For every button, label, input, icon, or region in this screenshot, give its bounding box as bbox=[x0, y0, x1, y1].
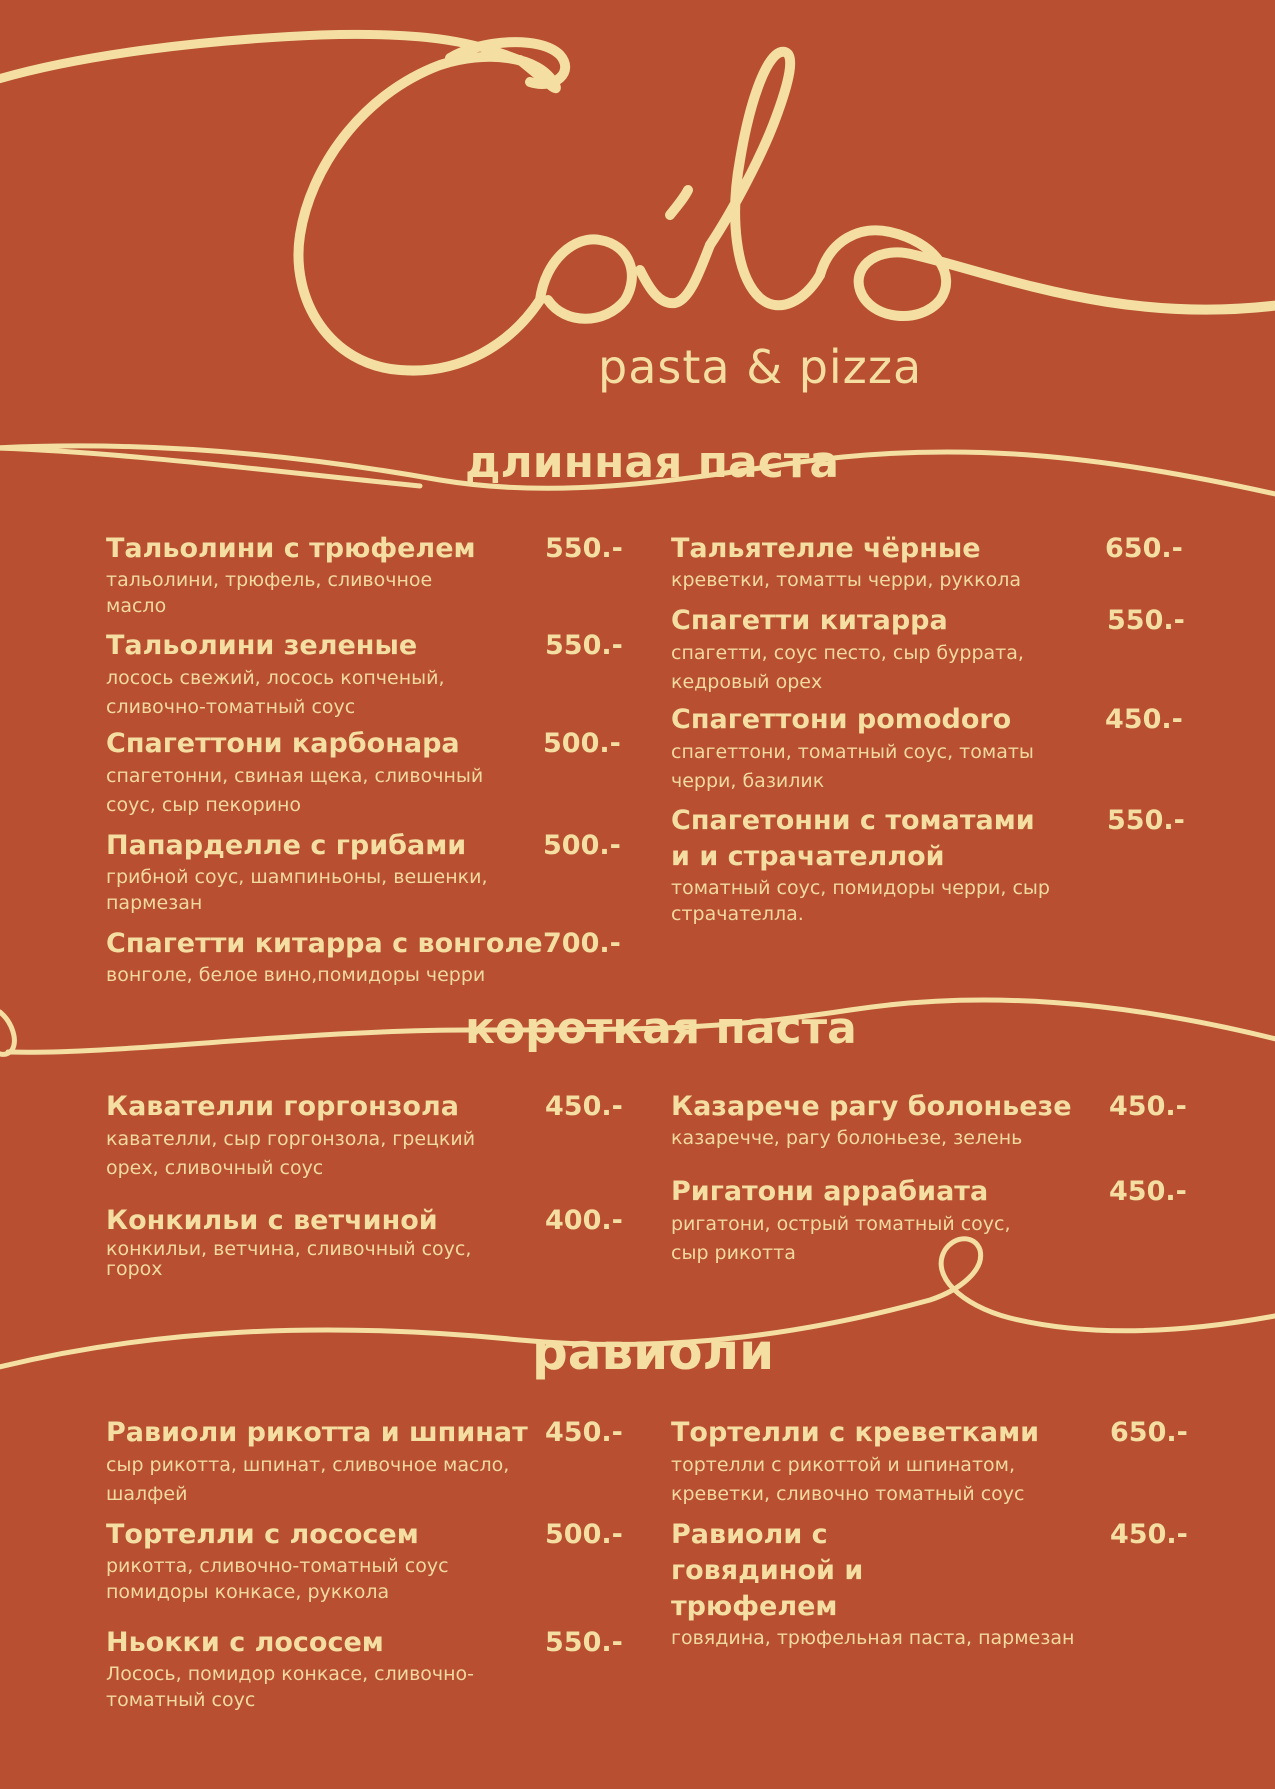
item-price: 550.- bbox=[545, 533, 623, 564]
item-price: 550.- bbox=[1107, 605, 1185, 636]
menu-item bbox=[106, 1415, 628, 1509]
menu-item bbox=[106, 726, 628, 820]
item-name: Ньокки с лососем bbox=[106, 1627, 384, 1658]
item-name: Спагетонни с томатами и и страчателлой bbox=[671, 805, 1035, 872]
item-price: 450.- bbox=[545, 1091, 623, 1122]
menu-item bbox=[106, 531, 628, 619]
item-description: тортелли с рикоттой и шпинатом, креветки, сливочно томатный соус bbox=[671, 1454, 1025, 1505]
tagline: pasta & pizza bbox=[598, 340, 923, 394]
item-description: креветки, томатты черри, руккола bbox=[671, 569, 1022, 591]
menu-item bbox=[106, 1203, 628, 1279]
menu-item bbox=[106, 828, 628, 916]
item-description: кавателли, сыр горгонзола, грецкий орех, сливочный соус bbox=[106, 1128, 476, 1179]
item-description: Лосось, помидор конкасе, сливочно-томатный соус bbox=[106, 1663, 475, 1711]
item-name: Спагеттони карбонара bbox=[106, 728, 460, 759]
item-price: 500.- bbox=[545, 1519, 623, 1550]
item-name: Тальолини с трюфелем bbox=[106, 533, 476, 564]
section-title-short-pasta: короткая паста bbox=[465, 1003, 857, 1054]
item-description: ригатони, острый томатный соус, сыр рикотта bbox=[671, 1213, 1011, 1264]
item-price: 550.- bbox=[545, 1627, 623, 1658]
menu-item bbox=[671, 1089, 1191, 1151]
item-description: казаречче, рагу болоньезе, зелень bbox=[671, 1127, 1023, 1149]
item-price: 500.- bbox=[543, 830, 621, 861]
item-description: спагетонни, свиная щека, сливочный соус, сыр пекорино bbox=[106, 765, 484, 816]
item-price: 700.- bbox=[543, 928, 621, 959]
menu-item bbox=[671, 603, 1191, 697]
item-description: лосось свежий, лосось копченый, сливочно-томатный соус bbox=[106, 667, 445, 718]
item-name: Спагетти китарра с вонголе bbox=[106, 928, 543, 959]
item-price: 550.- bbox=[545, 630, 623, 661]
item-name: Ригатони аррабиата bbox=[671, 1176, 989, 1207]
item-price: 450.- bbox=[545, 1417, 623, 1448]
menu-item bbox=[671, 1174, 1191, 1268]
item-name: Конкильи с ветчиной bbox=[106, 1205, 438, 1236]
menu-item bbox=[671, 531, 1191, 593]
item-price: 550.- bbox=[1107, 805, 1185, 836]
item-name: Кавателли горгонзола bbox=[106, 1091, 459, 1122]
menu-item bbox=[106, 1517, 628, 1605]
menu-item bbox=[106, 1625, 628, 1713]
item-description: грибной соус, шампиньоны, вешенки, пармезан bbox=[106, 866, 488, 914]
menu-item bbox=[671, 1517, 1191, 1651]
item-name: Равиоли рикотта и шпинат bbox=[106, 1417, 528, 1448]
item-name: Тортелли с креветками bbox=[671, 1417, 1040, 1448]
menu-item bbox=[671, 803, 1191, 927]
menu-item bbox=[671, 1415, 1191, 1509]
item-description: конкильи, ветчина, сливочный соус, горох bbox=[106, 1238, 472, 1280]
item-price: 650.- bbox=[1105, 533, 1183, 564]
item-name: Тальятелле чёрные bbox=[671, 533, 981, 564]
item-description: спагеттони, томатный соус, томаты черри, базилик bbox=[671, 741, 1034, 792]
item-name: Тортелли с лососем bbox=[106, 1519, 419, 1550]
item-price: 450.- bbox=[1109, 1091, 1187, 1122]
item-description: говядина, трюфельная паста, пармезан bbox=[671, 1627, 1075, 1649]
item-name: Спагетти китарра bbox=[671, 605, 948, 636]
item-name: Равиоли с говядиной и трюфелем bbox=[671, 1519, 864, 1622]
item-description: сыр рикотта, шпинат, сливочное масло, шалфей bbox=[106, 1454, 510, 1505]
item-name: Папарделле с грибами bbox=[106, 830, 467, 861]
item-price: 400.- bbox=[545, 1205, 623, 1236]
item-description: рикотта, сливочно-томатный соус помидоры конкасе, руккола bbox=[106, 1555, 449, 1603]
item-price: 450.- bbox=[1109, 1176, 1187, 1207]
item-description: тальолини, трюфель, сливочное масло bbox=[106, 569, 433, 617]
menu-item bbox=[106, 1089, 628, 1183]
item-name: Спагеттони pomodoro bbox=[671, 704, 1012, 735]
item-description: спагетти, соус песто, сыр буррата, кедровый орех bbox=[671, 642, 1024, 693]
item-description: вонголе, белое вино,помидоры черри bbox=[106, 964, 486, 986]
item-price: 500.- bbox=[543, 728, 621, 759]
item-name: Казарече рагу болоньезе bbox=[671, 1091, 1072, 1122]
item-price: 450.- bbox=[1105, 704, 1183, 735]
menu-item bbox=[106, 926, 628, 988]
item-price: 650.- bbox=[1110, 1417, 1188, 1448]
section-title-long-pasta: длинная паста bbox=[465, 437, 840, 488]
menu-item bbox=[106, 628, 628, 722]
item-description: томатный соус, помидоры черри, сыр страчателла. bbox=[671, 877, 1050, 925]
item-name: Тальолини зеленые bbox=[106, 630, 418, 661]
section-title-ravioli: равиоли bbox=[532, 1323, 775, 1381]
item-price: 450.- bbox=[1110, 1519, 1188, 1550]
menu-item bbox=[671, 702, 1191, 796]
